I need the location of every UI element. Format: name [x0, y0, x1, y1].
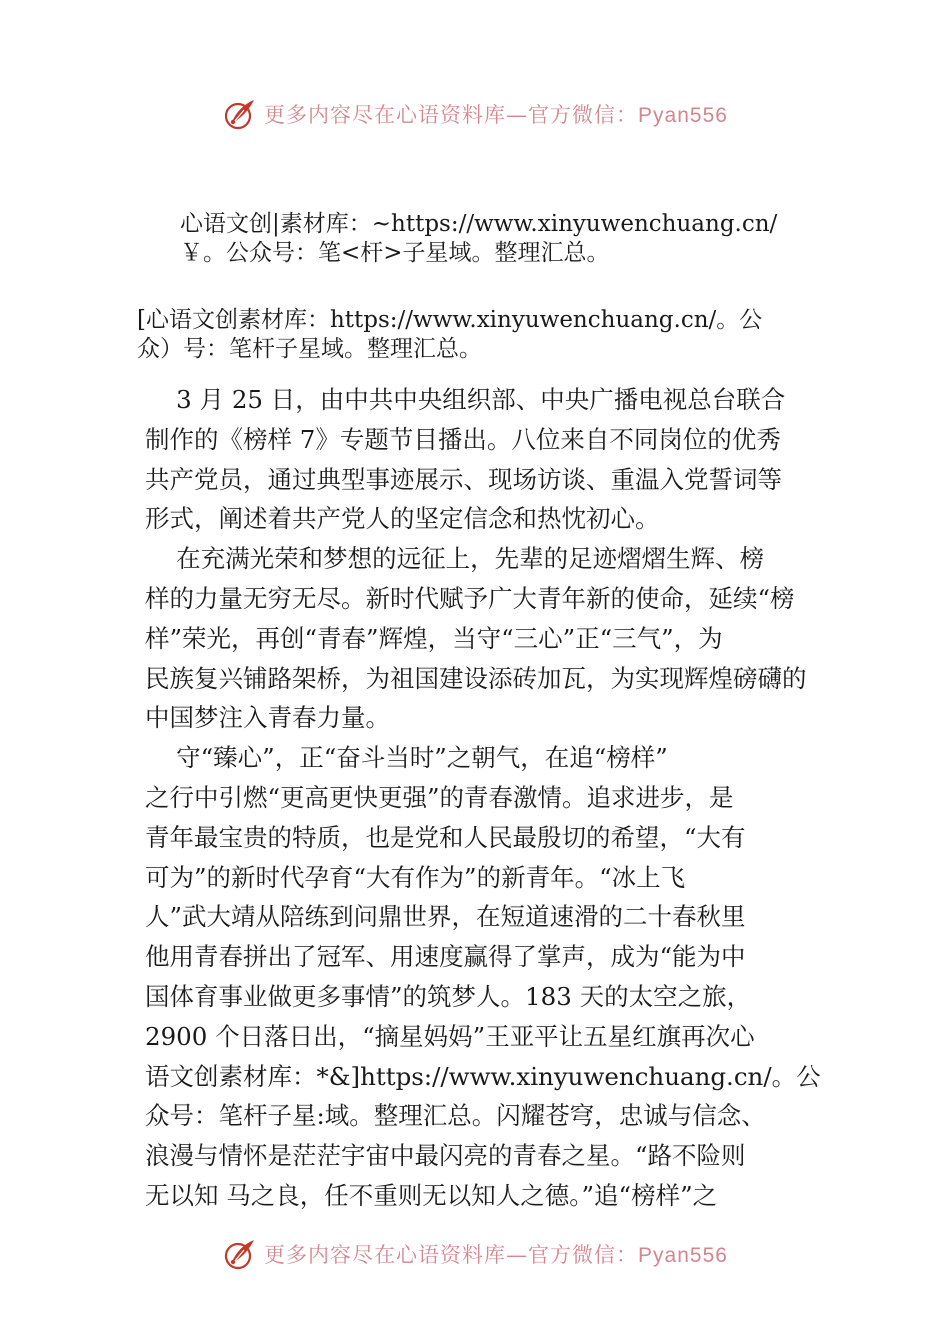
body-line: 3 月 25 日，由中共中央组织部、中央广播电视总台联合: [145, 385, 786, 414]
watermark-line: 众）号：笔杆子星域。整理汇总。: [137, 336, 482, 362]
watermark-block-1: [180, 210, 777, 268]
body-line: 浪漫与情怀是茫茫宇宙中最闪亮的青春之星。“路不险则: [145, 1141, 746, 1171]
body-line: 无以知 马之良，任不重则无以知人之德。”追“榜样”之: [145, 1180, 718, 1210]
watermark-line: 心语文创|素材库：~https://www.xinyuwenchuang.cn/: [180, 211, 778, 237]
body-line: 中国梦注入青春力量。: [145, 703, 390, 733]
article-body: [145, 380, 821, 1216]
feather-pen-logo-icon: [222, 96, 258, 132]
body-line: 人”武大靖从陪练到问鼎世界，在短道速滑的二十春秋里: [145, 902, 746, 932]
footer-banner-text: 更多内容尽在心语资料库—官方微信：Pyan556: [264, 1243, 728, 1267]
body-line: 之行中引燃“更高更快更强”的青春激情。追求进步，是: [145, 782, 734, 812]
body-line: 样的力量无穷无尽。新时代赋予广大青年新的使命，延续“榜: [145, 583, 795, 613]
body-line: 他用青春拼出了冠军、用速度赢得了掌声，成为“能为中: [145, 942, 746, 972]
body-line: 形式，阐述着共产党人的坚定信念和热忱初心。: [145, 504, 660, 534]
body-line: 青年最宝贵的特质，也是党和人民最殷切的希望，“大有: [145, 822, 746, 852]
watermark-block-2: [137, 306, 762, 364]
body-line: 守“臻心”，正“奋斗当时”之朝气，在追“榜样”: [145, 743, 668, 773]
watermark-line: ￥。公众号：笔<杆>子星域。整理汇总。: [180, 240, 610, 266]
body-line: 样”荣光，再创“青春”辉煌，当守“三心”正“三气”，为: [145, 623, 723, 653]
body-line: 民族复兴铺路架桥，为祖国建设添砖加瓦，为实现辉煌磅礴的: [145, 663, 807, 693]
feather-pen-logo-icon: [222, 1236, 258, 1272]
watermark-line: [心语文创素材库：https://www.xinyuwenchuang.cn/。公: [137, 307, 763, 333]
body-line: 可为”的新时代孕育“大有作为”的新青年。“冰上飞: [145, 862, 686, 892]
header-banner-text: 更多内容尽在心语资料库—官方微信：Pyan556: [264, 103, 728, 127]
body-line: 在充满光荣和梦想的远征上，先辈的足迹熠熠生辉、榜: [145, 544, 765, 574]
footer-wechat-id: Pyan556: [638, 1244, 728, 1267]
body-line: 制作的《榜样 7》专题节目播出。八位来自不同岗位的优秀: [145, 424, 781, 454]
body-line: 共产党员，通过典型事迹展示、现场访谈、重温入党誓词等: [145, 464, 782, 494]
header-banner: [0, 92, 950, 136]
body-line: 众号：笔杆子星:域。整理汇总。闪耀苍穹，忠诚与信念、: [145, 1101, 766, 1131]
body-line: 2900 个日落日出，“摘星妈妈”王亚平让五星红旗再次心: [145, 1021, 755, 1051]
body-line: 国体育事业做更多事情”的筑梦人。183 天的太空之旅，: [145, 981, 752, 1011]
body-line: 语文创素材库：*&]https://www.xinyuwenchuang.cn/。公: [145, 1061, 821, 1091]
footer-banner: [0, 1232, 950, 1276]
header-wechat-id: Pyan556: [638, 104, 728, 127]
